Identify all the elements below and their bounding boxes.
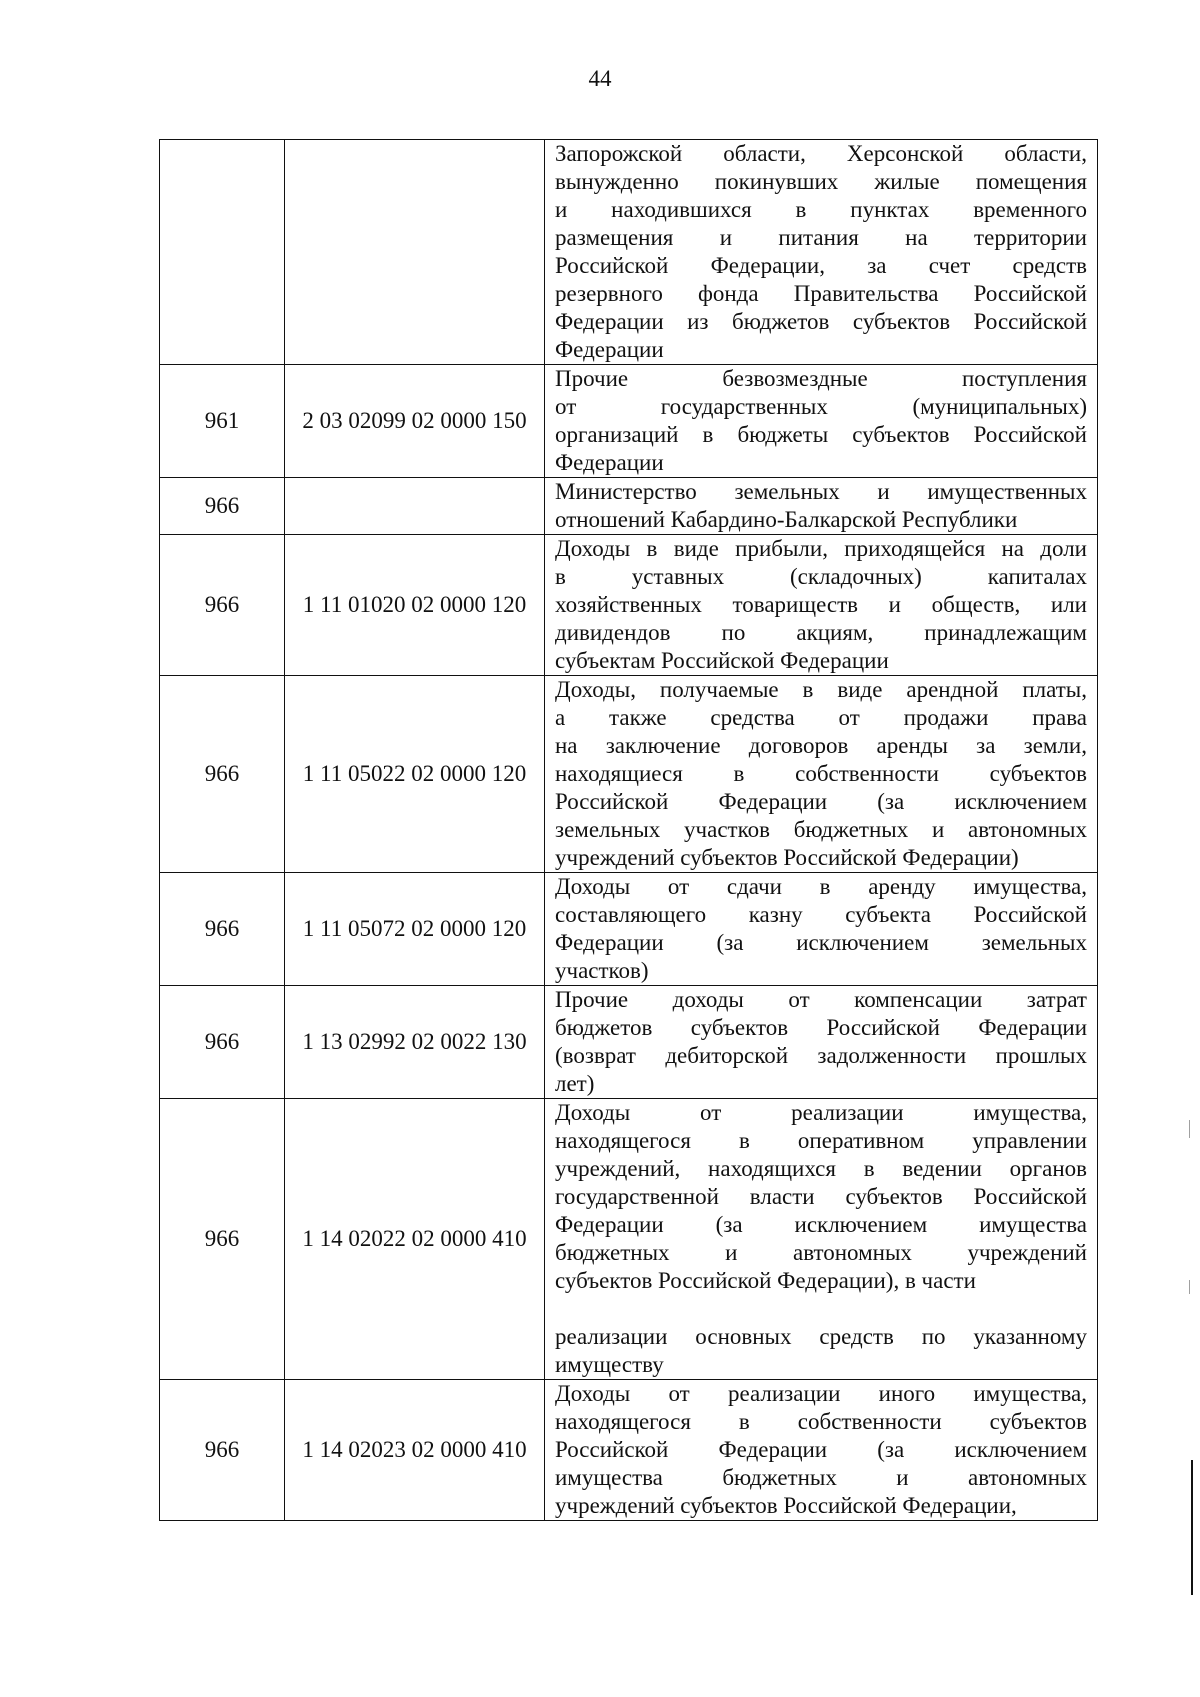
revenue-name-line: в уставных (складочных) капиталах <box>555 564 1087 589</box>
scan-artifact <box>1189 1280 1190 1294</box>
revenue-name-line: бюджетов субъектов Российской Федерации <box>555 1015 1087 1040</box>
revenue-name-line: реализации основных средств по указанному <box>555 1324 1087 1349</box>
revenue-name-cell <box>545 873 1098 986</box>
revenue-name-cell <box>545 478 1098 535</box>
revenue-name-line: составляющего казну субъекта Российской <box>555 902 1087 927</box>
revenue-name-line: хозяйственных товариществ и обществ, или <box>555 592 1087 617</box>
revenue-name-line: государственной власти субъектов Российской <box>555 1184 1087 1209</box>
revenue-name-line: размещения и питания на территории <box>555 225 1087 250</box>
revenue-name-cell <box>545 986 1098 1099</box>
revenue-name-line: дивидендов по акциям, принадлежащим <box>555 620 1087 645</box>
revenue-name-line: и находившихся в пунктах временного <box>555 197 1087 222</box>
revenue-code-cell: 1 14 02023 02 0000 410 <box>285 1380 545 1521</box>
revenue-name-cell <box>545 676 1098 873</box>
revenue-name-cell <box>545 1380 1098 1521</box>
revenue-name-cell <box>545 535 1098 676</box>
revenue-name-line: находящегося в оперативном управлении <box>555 1128 1087 1153</box>
revenue-name-line: имущества бюджетных и автономных <box>555 1465 1087 1490</box>
revenue-name-line: резервного фонда Правительства Российской <box>555 281 1087 306</box>
revenue-name-line: учреждений субъектов Российской Федерации, <box>555 1493 1017 1518</box>
admin-code-cell: 961 <box>160 365 285 478</box>
revenue-name-line: Федерации <box>555 450 664 475</box>
line-gap <box>555 1295 1087 1323</box>
revenue-name-line: Российской Федерации, за счет средств <box>555 253 1087 278</box>
revenue-name-line: находящегося в собственности субъектов <box>555 1409 1087 1434</box>
revenue-name-cell <box>545 365 1098 478</box>
revenue-name-line: а также средства от продажи права <box>555 705 1087 730</box>
revenue-name-line: Федерации (за исключением земельных <box>555 930 1087 955</box>
revenue-name-line: земельных участков бюджетных и автономных <box>555 817 1087 842</box>
admin-code-cell: 966 <box>160 478 285 535</box>
table-row <box>160 873 1098 986</box>
table-body <box>160 140 1098 1521</box>
revenue-name-line: учреждений, находящихся в ведении органов <box>555 1156 1087 1181</box>
admin-code-cell: 966 <box>160 873 285 986</box>
revenue-name-line: субъектов Российской Федерации), в части <box>555 1268 976 1293</box>
revenue-name-cell <box>545 140 1098 365</box>
revenue-code-cell: 1 11 05022 02 0000 120 <box>285 676 545 873</box>
table-row <box>160 365 1098 478</box>
revenue-name-line: Доходы в виде прибыли, приходящейся на доли <box>555 536 1087 561</box>
revenue-name-line: субъектам Российской Федерации <box>555 648 889 673</box>
revenue-code-cell <box>285 478 545 535</box>
admin-code-cell: 966 <box>160 1380 285 1521</box>
revenue-name-line: (возврат дебиторской задолженности прошлых <box>555 1043 1087 1068</box>
revenue-name-line: находящиеся в собственности субъектов <box>555 761 1087 786</box>
revenue-name-line: имуществу <box>555 1352 664 1377</box>
scan-artifact <box>1189 1120 1190 1138</box>
revenue-name-line: Федерации (за исключением имущества <box>555 1212 1087 1237</box>
table-row <box>160 676 1098 873</box>
revenue-name-line: Доходы от сдачи в аренду имущества, <box>555 874 1087 899</box>
table-row <box>160 986 1098 1099</box>
revenue-code-cell <box>285 140 545 365</box>
admin-code-cell: 966 <box>160 986 285 1099</box>
revenue-name-line: бюджетных и автономных учреждений <box>555 1240 1087 1265</box>
admin-code-cell: 966 <box>160 676 285 873</box>
revenue-name-line: Запорожской области, Херсонской области, <box>555 141 1087 166</box>
table-row <box>160 1380 1098 1521</box>
table-row <box>160 535 1098 676</box>
revenue-name-line: от государственных (муниципальных) <box>555 394 1087 419</box>
revenue-code-cell: 1 13 02992 02 0022 130 <box>285 986 545 1099</box>
revenue-name-line: Федерации <box>555 337 664 362</box>
revenue-name-line: учреждений субъектов Российской Федерации) <box>555 845 1019 870</box>
revenue-name-line: Доходы от реализации имущества, <box>555 1100 1087 1125</box>
revenue-codes-table <box>159 139 1098 1521</box>
revenue-name-line: Доходы, получаемые в виде арендной платы, <box>555 677 1087 702</box>
revenue-code-cell: 1 11 01020 02 0000 120 <box>285 535 545 676</box>
table-row <box>160 478 1098 535</box>
revenue-code-cell: 2 03 02099 02 0000 150 <box>285 365 545 478</box>
revenue-name-line: Прочие безвозмездные поступления <box>555 366 1087 391</box>
revenue-name-line: лет) <box>555 1071 595 1096</box>
revenue-name-line: Прочие доходы от компенсации затрат <box>555 987 1087 1012</box>
revenue-name-cell <box>545 1099 1098 1380</box>
revenue-name-line: Российской Федерации (за исключением <box>555 789 1087 814</box>
table-row <box>160 140 1098 365</box>
page-number: 44 <box>588 66 612 91</box>
revenue-name-line: участков) <box>555 958 649 983</box>
revenue-name-line: Министерство земельных и имущественных <box>555 479 1087 504</box>
revenue-code-cell: 1 14 02022 02 0000 410 <box>285 1099 545 1380</box>
revenue-name-line: Федерации из бюджетов субъектов Российской <box>555 309 1087 334</box>
admin-code-cell: 966 <box>160 1099 285 1380</box>
table-row <box>160 1099 1098 1380</box>
revenue-name-line: Российской Федерации (за исключением <box>555 1437 1087 1462</box>
revenue-name-line: Доходы от реализации иного имущества, <box>555 1381 1087 1406</box>
revenue-name-line: на заключение договоров аренды за земли, <box>555 733 1087 758</box>
revenue-name-line: организаций в бюджеты субъектов Российской <box>555 422 1087 447</box>
revenue-name-line: вынужденно покинувших жилые помещения <box>555 169 1087 194</box>
admin-code-cell: 966 <box>160 535 285 676</box>
admin-code-cell <box>160 140 285 365</box>
scan-artifact <box>1191 1460 1193 1595</box>
revenue-code-cell: 1 11 05072 02 0000 120 <box>285 873 545 986</box>
revenue-name-line: отношений Кабардино-Балкарской Республики <box>555 507 1018 532</box>
